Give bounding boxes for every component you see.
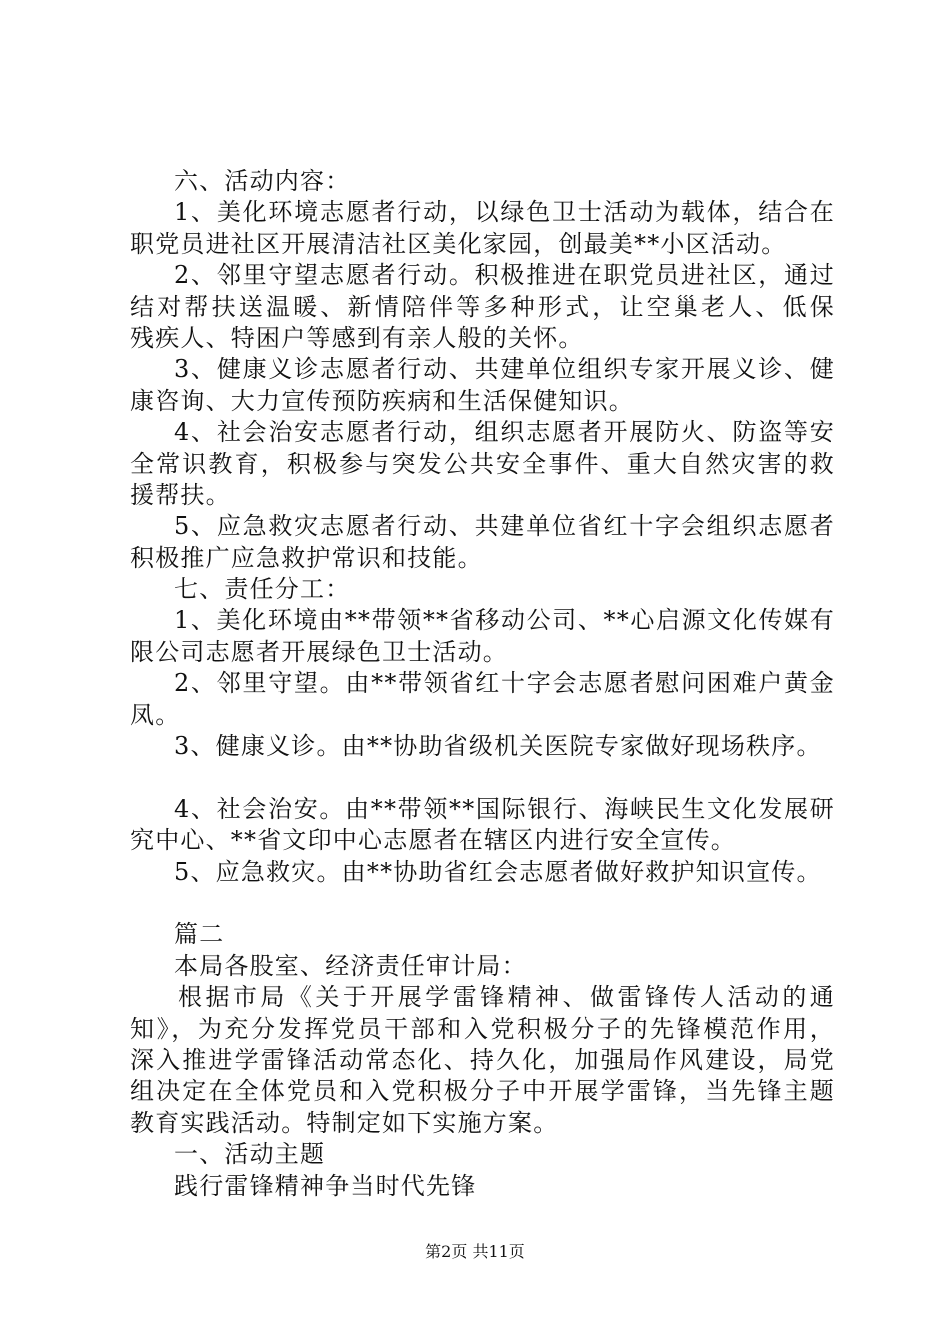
- part-two-heading: 篇二: [174, 920, 225, 949]
- document-body: [130, 166, 835, 1202]
- paragraph-line: 积极推广应急救护常识和技能。: [130, 543, 483, 572]
- paragraph-line: 组决定在全体党员和入党积极分子中开展学雷锋，当先锋主题: [130, 1077, 835, 1106]
- paragraph-line: 教育实践活动。特制定如下实施方案。: [130, 1108, 559, 1137]
- paragraph-line: 2、邻里守望。由**带领省红十字会志愿者慰问困难户黄金: [174, 669, 835, 698]
- paragraph-line: 3、健康义诊。由**协助省级机关医院专家做好现场秩序。: [174, 732, 822, 761]
- paragraph-line: 根据市局《关于开展学雷锋精神、做雷锋传人活动的通: [178, 983, 835, 1012]
- paragraph-line: 残疾人、特困户等感到有亲人般的关怀。: [130, 323, 584, 352]
- paragraph-line: 1、美化环境由**带领**省移动公司、**心启源文化传媒有: [174, 606, 835, 635]
- blank-line: [130, 762, 835, 793]
- paragraph-line: 职党员进社区开展清洁社区美化家园，创最美**小区活动。: [130, 229, 787, 258]
- paragraph-line: 结对帮扶送温暖、新情陪伴等多种形式，让空巢老人、低保: [130, 292, 835, 321]
- section-heading-responsibility: 七、责任分工：: [174, 575, 351, 604]
- activity-theme-text: 践行雷锋精神争当时代先锋: [174, 1171, 477, 1200]
- paragraph-line: 凤。: [130, 700, 181, 729]
- paragraph-line: 3、健康义诊志愿者行动、共建单位组织专家开展义诊、健: [174, 355, 835, 384]
- paragraph-line: 康咨询、大力宣传预防疾病和生活保健知识。: [130, 386, 634, 415]
- section-heading-activity-theme: 一、活动主题: [174, 1140, 326, 1169]
- paragraph-line: 究中心、**省文印中心志愿者在辖区内进行安全宣传。: [130, 826, 736, 855]
- paragraph-line: 5、应急救灾。由**协助省红会志愿者做好救护知识宣传。: [174, 857, 822, 886]
- paragraph-line: 援帮扶。: [130, 480, 231, 509]
- paragraph-line: 深入推进学雷锋活动常态化、持久化，加强局作风建设，局党: [130, 1045, 835, 1074]
- section-heading-activity-content: 六、活动内容：: [174, 167, 351, 195]
- paragraph-line: 4、社会治安。由**带领**国际银行、海峡民生文化发展研: [174, 794, 835, 823]
- salutation-line: 本局各股室、经济责任审计局：: [174, 951, 527, 980]
- paragraph-line: 4、社会治安志愿者行动，组织志愿者开展防火、防盗等安: [174, 418, 835, 447]
- paragraph-line: 2、邻里守望志愿者行动。积极推进在职党员进社区，通过: [174, 261, 835, 290]
- page-number-footer: 第2页 共11页: [425, 1242, 525, 1261]
- blank-line: [130, 888, 835, 919]
- paragraph-line: 知》，为充分发挥党员干部和入党积极分子的先锋模范作用，: [130, 1014, 835, 1043]
- paragraph-line: 全常识教育，积极参与突发公共安全事件、重大自然灾害的救: [130, 449, 835, 478]
- paragraph-line: 5、应急救灾志愿者行动、共建单位省红十字会组织志愿者: [174, 512, 835, 541]
- paragraph-line: 限公司志愿者开展绿色卫士活动。: [130, 637, 508, 666]
- paragraph-line: 1、美化环境志愿者行动，以绿色卫士活动为载体，结合在: [174, 198, 835, 227]
